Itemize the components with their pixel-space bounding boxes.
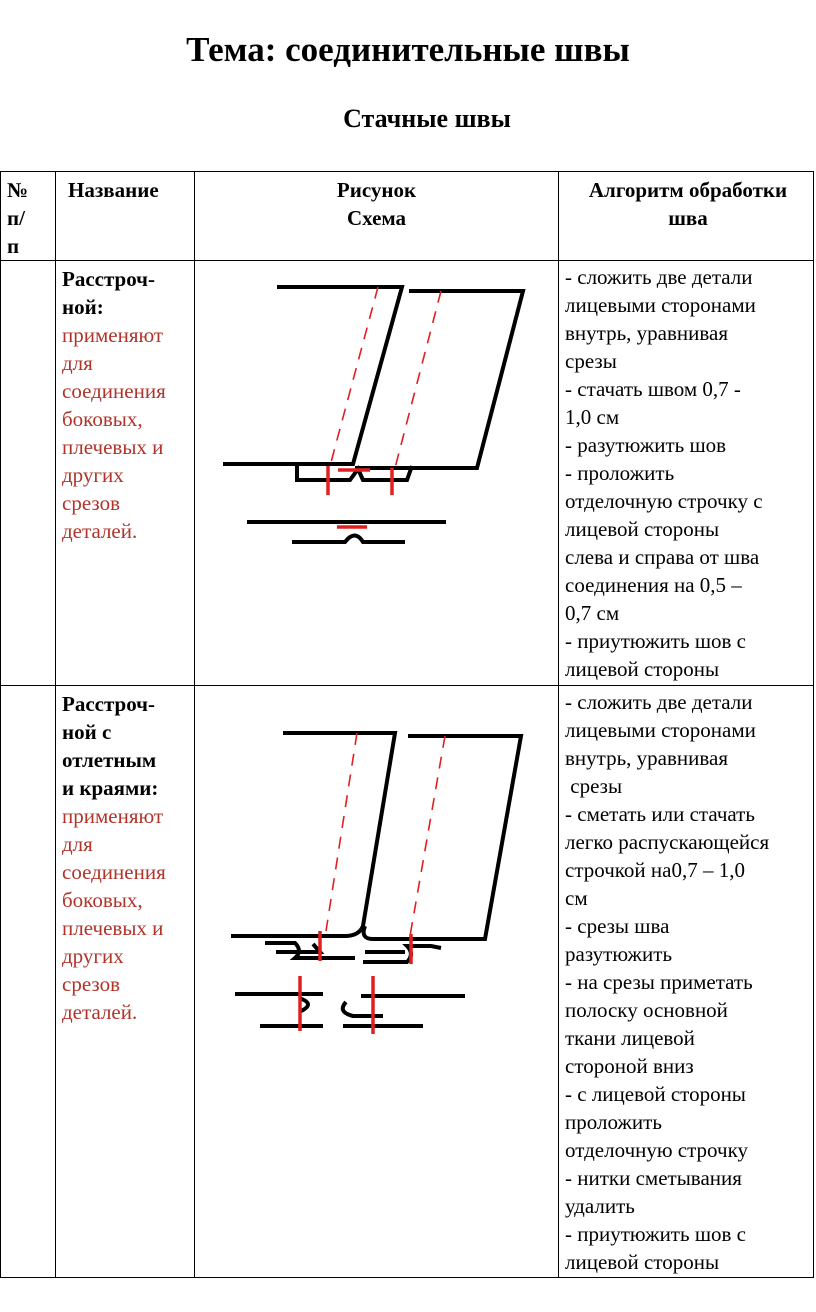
row-name-cell: Расстроч- ной с отлетным и краями: применяют для соединения боковых, плечевых и других срезов деталей. bbox=[56, 686, 195, 1278]
flat-felled-seam-diagram bbox=[195, 261, 558, 685]
row-name-cell: Расстроч- ной: применяют для соединения боковых, плечевых и других срезов деталей. bbox=[56, 261, 195, 686]
row-algorithm-cell: - сложить две детали лицевыми сторонами внутрь, уравнивая срезы - стачать швом 0,7 - 1,0 см - разутюжить шов - проложить отделочную строчку с лицевой стороны слева и справа от шва соединения на 0,5 – 0,7 см - приутюжить шов с лицевой стороны bbox=[559, 261, 814, 686]
row-num-cell bbox=[1, 686, 56, 1278]
header-picture: Рисунок Схема bbox=[195, 172, 559, 261]
page-subtitle: Стачные швы bbox=[343, 104, 511, 133]
page-title: Тема: соединительные швы bbox=[186, 30, 630, 69]
row-algorithm-cell: - сложить две детали лицевыми сторонами внутрь, уравнивая срезы - сметать или стачать легко распускающейся строчкой на0,7 – 1,0 см - срезы шва разутюжить - на срезы приметать полоску основной ткани лицевой стороной вниз - с лицевой стороны проложить отделочную строчку - нитки сметывания удалить - приутюжить шов с лицевой стороны bbox=[559, 686, 814, 1278]
seams-table bbox=[0, 171, 814, 1278]
header-algorithm: Алгоритм обработки шва bbox=[559, 172, 814, 261]
table-row bbox=[1, 686, 814, 1278]
header-num: № п/ п bbox=[1, 172, 56, 261]
table-row bbox=[1, 261, 814, 686]
table-header-row bbox=[1, 172, 814, 261]
row-picture-cell bbox=[195, 686, 559, 1278]
welt-seam-diagram bbox=[195, 686, 558, 1277]
header-name: Название bbox=[56, 172, 195, 261]
row-num-cell bbox=[1, 261, 56, 686]
row-picture-cell bbox=[195, 261, 559, 686]
